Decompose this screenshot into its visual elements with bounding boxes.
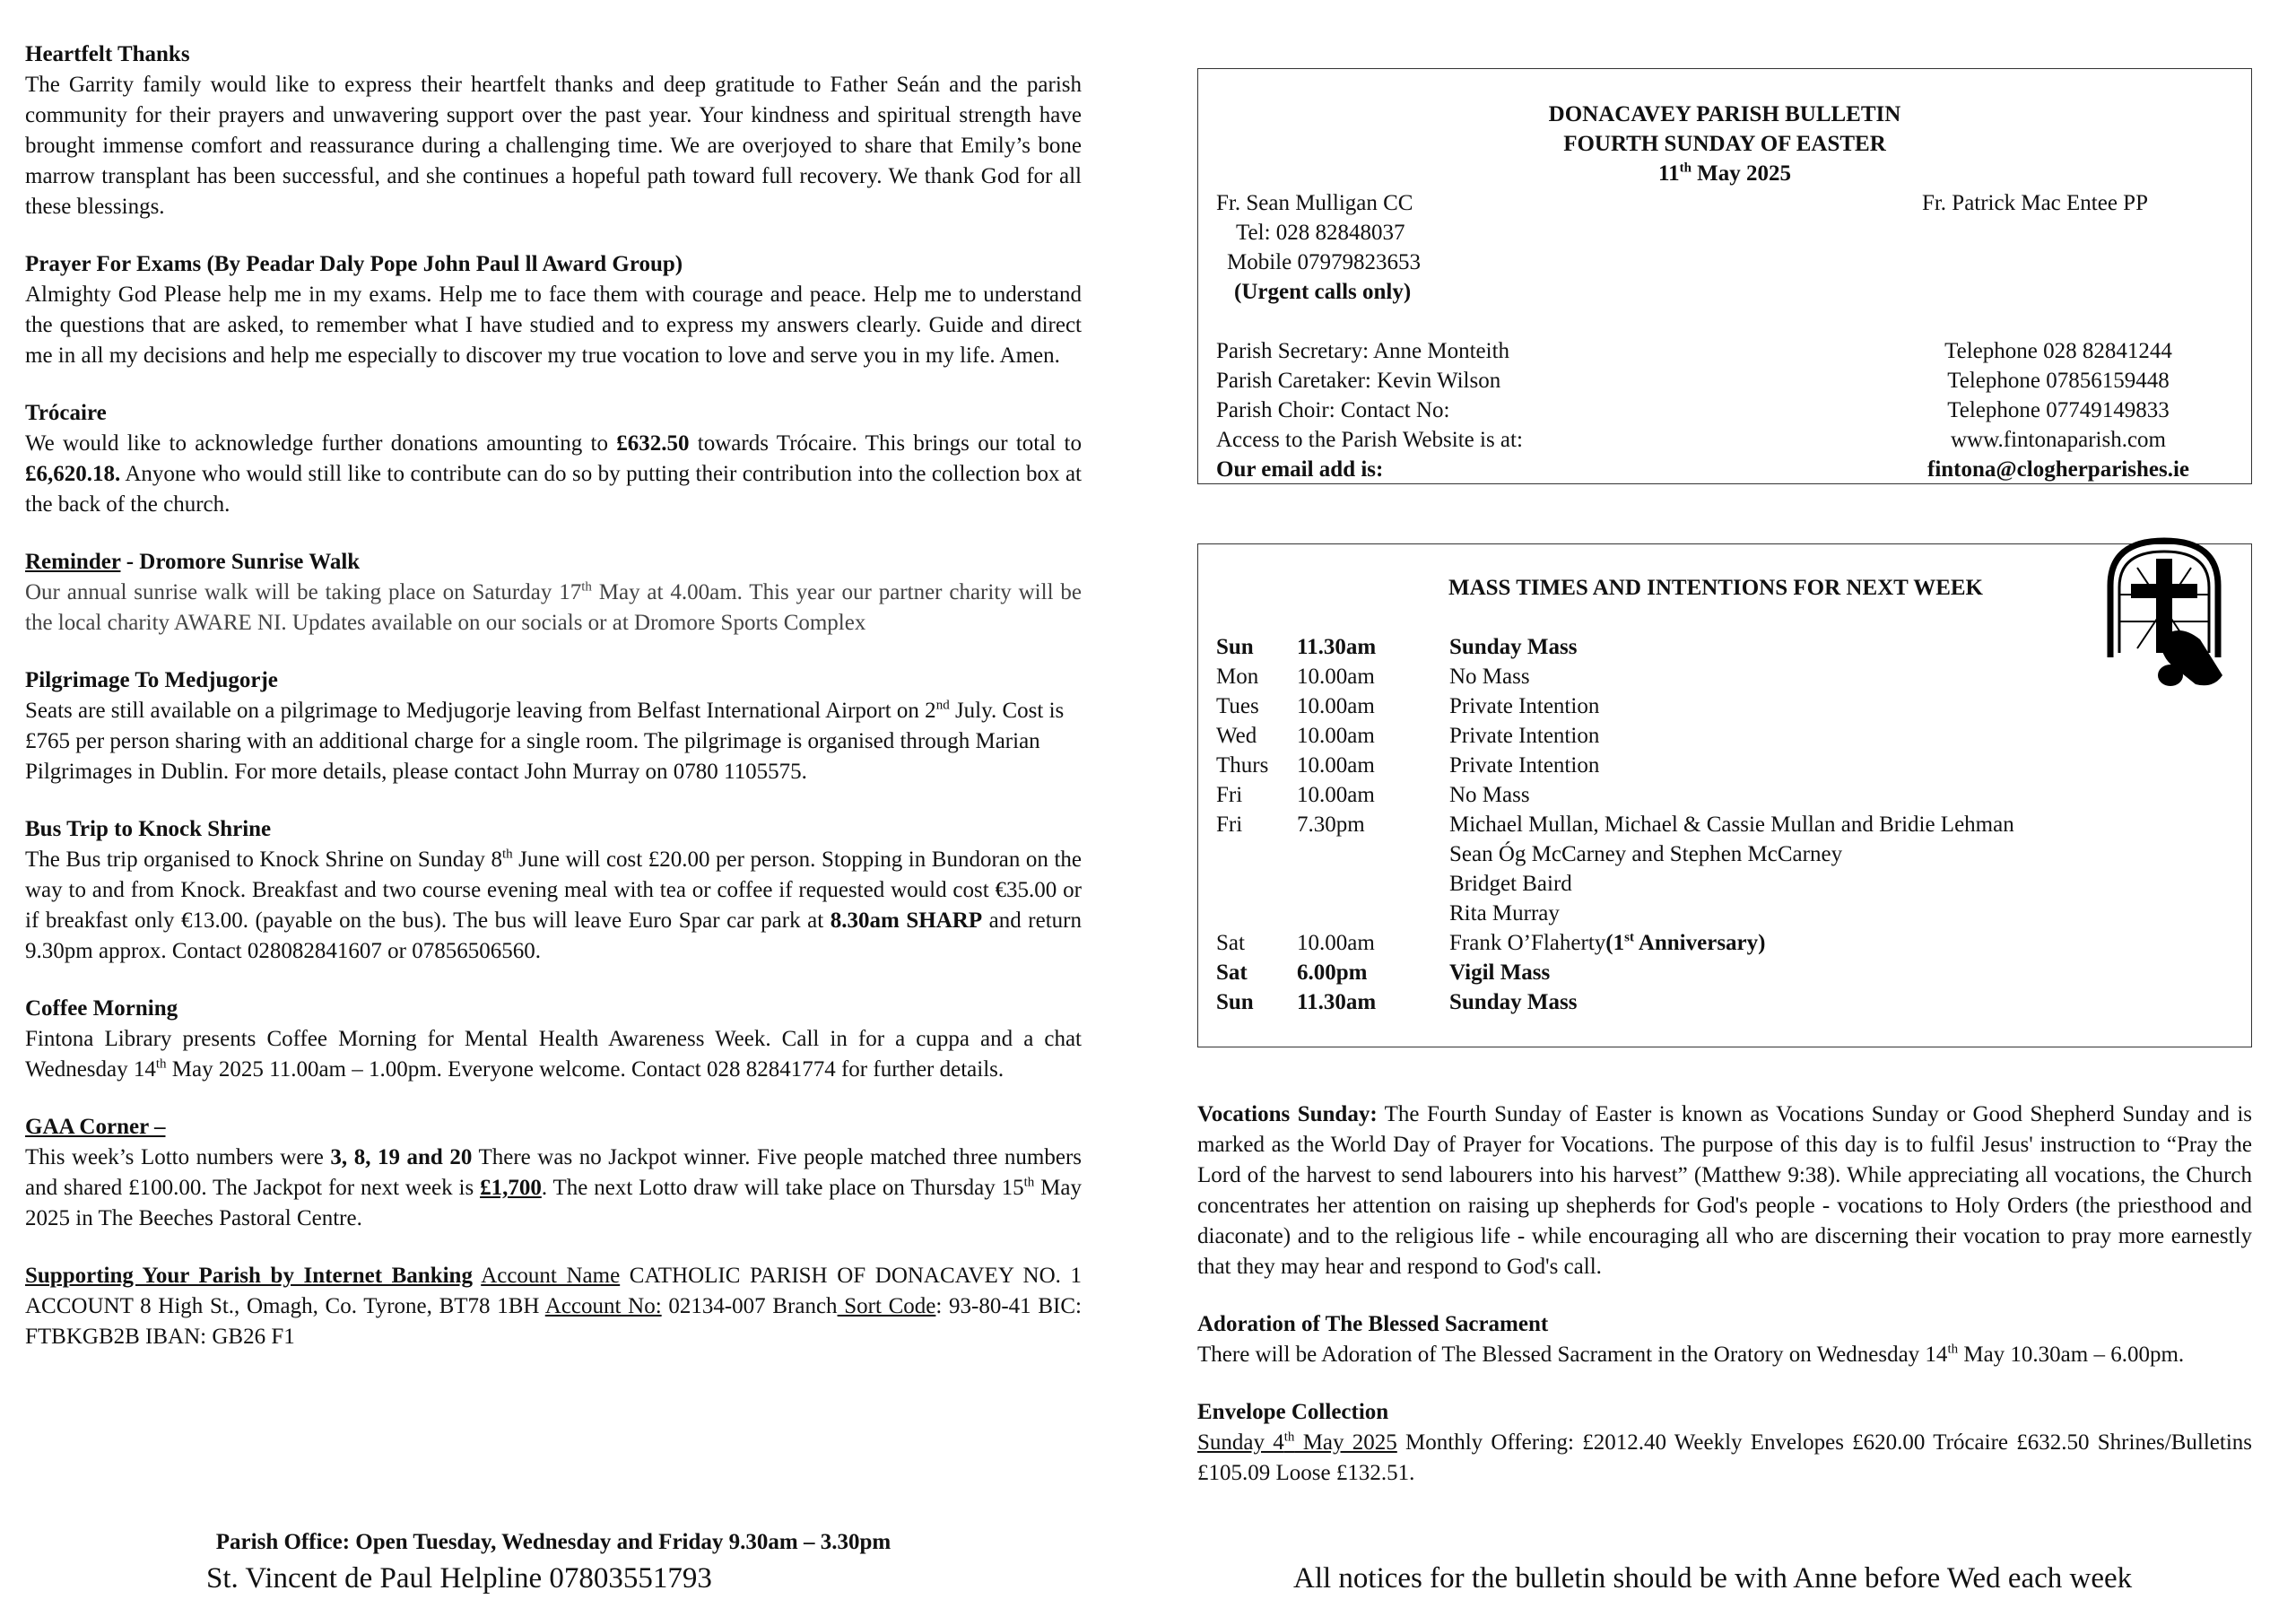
section-title: Bus Trip to Knock Shrine <box>25 817 272 841</box>
section-title: Adoration of The Blessed Sacrament <box>1197 1312 1549 1336</box>
contact-value: Telephone 07749149833 <box>1947 398 2170 422</box>
contact-row <box>1216 336 2233 366</box>
section-text: Almighty God Please help me in my exams. Help me to face them with courage and peace. Help me to understand the questions that are asked, to remember what I have studied and to express my answers clearly. Guide and direct me in all my decisions and help me especially to discover my true vocation to love and serve you in my life. Amen. <box>25 282 1082 368</box>
section-text: Seats are still available on a pilgrimage to Medjugorje leaving from Belfast International Airport on 2nd July. Cost is £765 per person sharing with an additional charge for a single room. The pilgrimage is organised through Marian Pilgrimages in Dublin. For more details, please contact John Murray on 0780 1105575. <box>25 698 1065 784</box>
prayer-section <box>25 249 1082 371</box>
mass-day: Wed <box>1216 724 1257 748</box>
section-text: Our annual sunrise walk will be taking place on Saturday 17th May at 4.00am. This year our partner charity will be the local charity AWARE NI. Updates available on our socials or at Dromore Sports Complex <box>25 579 1082 635</box>
mass-row <box>1216 987 2233 1017</box>
mass-intention: Sunday Mass <box>1449 635 1578 659</box>
mass-row <box>1216 780 2233 810</box>
mass-day <box>1216 839 1297 869</box>
contact-value: Telephone 07856159448 <box>1947 369 2170 393</box>
mass-row <box>1216 662 2233 691</box>
coffee-section <box>25 994 1082 1085</box>
mass-time: 10.00am <box>1297 694 1375 718</box>
bulletin-notices-note: All notices for the bulletin should be with Anne before Wed each week <box>1293 1562 2133 1595</box>
mass-intention: Frank O’Flaherty <box>1449 931 1606 955</box>
mass-times-box <box>1197 543 2252 1047</box>
section-title: GAA Corner – <box>25 1115 166 1139</box>
section-title: Reminder - Dromore Sunrise Walk <box>25 550 361 574</box>
pilgrimage-section <box>25 665 1082 787</box>
mass-title: MASS TIMES AND INTENTIONS FOR NEXT WEEK <box>1448 576 1983 600</box>
mass-time <box>1297 839 1449 869</box>
section-text: There will be Adoration of The Blessed Sacrament in the Oratory on Wednesday 14th May 10.30am – 6.00pm. <box>1197 1342 2185 1367</box>
mass-day: Fri <box>1216 783 1243 807</box>
mass-intention: Bridget Baird <box>1449 872 1572 896</box>
contact-label: Parish Caretaker: Kevin Wilson <box>1216 369 1501 393</box>
mass-intention: Sean Óg McCarney and Stephen McCarney <box>1449 842 1843 866</box>
contact-value: Telephone 028 82841244 <box>1944 339 2172 363</box>
mass-intention: Private Intention <box>1449 694 1600 718</box>
svp-helpline: St. Vincent de Paul Helpline 07803551793 <box>206 1562 712 1595</box>
anniversary-note: (1st Anniversary) <box>1605 930 1766 955</box>
priest-mobile: Mobile 07979823653 <box>1227 250 1421 274</box>
contact-label: Our email add is: <box>1216 457 1384 482</box>
mass-row <box>1216 899 2233 928</box>
bus-section <box>25 814 1082 967</box>
priest-parish: Fr. Patrick Mac Entee PP <box>1921 191 2148 215</box>
mass-time: 7.30pm <box>1297 813 1365 837</box>
mass-row <box>1216 958 2233 987</box>
praying-hands-cross-icon <box>2097 532 2231 693</box>
mass-day: Sat <box>1216 931 1245 955</box>
envelope-section <box>1197 1397 2252 1489</box>
contact-label: Parish Secretary: Anne Monteith <box>1216 339 1510 363</box>
mass-row <box>1216 810 2233 839</box>
mass-row <box>1216 751 2233 780</box>
section-title: Pilgrimage To Medjugorje <box>25 668 278 692</box>
mass-day: Thurs <box>1216 753 1269 778</box>
mass-day: Mon <box>1216 665 1259 689</box>
bulletin-date: 11th May 2025 <box>1657 161 1792 186</box>
vocations-section <box>1197 1099 2252 1282</box>
section-text: Supporting Your Parish by Internet Banking Account Name CATHOLIC PARISH OF DONACAVEY NO. 1 ACCOUNT 8 High St., Omagh, Co. Tyrone, BT78 1BH Account No: 02134-007 Branch Sort Code: 93-80-41 BIC: FTBKGB2B IBAN: GB26 F1 <box>25 1264 1083 1349</box>
mass-day: Sat <box>1216 960 1248 985</box>
heartfelt-section <box>25 39 1082 222</box>
mass-row <box>1216 928 2233 958</box>
section-title: Prayer For Exams (By Peadar Daly Pope John Paul ll Award Group) <box>25 252 683 276</box>
mass-day: Tues <box>1216 694 1259 718</box>
contact-value: www.fintonaparish.com <box>1951 428 2166 452</box>
section-text: We would like to acknowledge further donations amounting to £632.50 towards Trócaire. This brings our total to £6,620.18. Anyone who would still like to contribute can do so by putting their contribution into the collection box at the back of the church. <box>25 431 1082 517</box>
mass-time: 10.00am <box>1297 665 1375 689</box>
section-text: The Bus trip organised to Knock Shrine on Sunday 8th June will cost £20.00 per person. Stopping in Bundoran on the way to and from Knock. Breakfast and two course evening meal with tea or coffee if requested would cost €35.00 or if breakfast only €13.00. (payable on the bus). The bus will leave Euro Spar car park at 8.30am SHARP and return 9.30pm approx. Contact 028082841607 or 07856506560. <box>25 847 1082 963</box>
urgent-note: (Urgent calls only) <box>1234 280 1412 304</box>
mass-time: 11.30am <box>1297 990 1377 1014</box>
mass-schedule <box>1216 632 2233 1017</box>
contact-row <box>1216 455 2233 484</box>
reminder-section <box>25 547 1082 639</box>
bulletin-header-box <box>1197 68 2252 484</box>
gaa-section <box>25 1112 1082 1234</box>
section-title: Envelope Collection <box>1197 1400 1389 1424</box>
mass-intention: Michael Mullan, Michael & Cassie Mullan and Bridie Lehman <box>1449 813 2014 837</box>
contact-label: Parish Choir: Contact No: <box>1216 398 1450 422</box>
contact-row <box>1216 425 2233 455</box>
mass-row <box>1216 691 2233 721</box>
section-text: Fintona Library presents Coffee Morning for Mental Health Awareness Week. Call in for a cuppa and a chat Wednesday 14th May 2025 11.00am – 1.00pm. Everyone welcome. Contact 028 82841774 for further details. <box>25 1027 1082 1082</box>
mass-intention: Sunday Mass <box>1449 990 1578 1014</box>
contact-label: Access to the Parish Website is at: <box>1216 428 1523 452</box>
banking-section <box>25 1261 1082 1352</box>
section-text: This week’s Lotto numbers were 3, 8, 19 and 20 There was no Jackpot winner. Five people matched three numbers and shared £100.00. The Jackpot for next week is £1,700. The next Lotto draw will take place on Thursday 15th May 2025 in The Beeches Pastoral Centre. <box>25 1145 1083 1230</box>
mass-intention: No Mass <box>1449 783 1530 807</box>
right-lower-column <box>1197 1099 2252 1516</box>
mass-intention: No Mass <box>1449 665 1530 689</box>
contact-list <box>1216 336 2233 484</box>
mass-intention: Vigil Mass <box>1449 960 1551 985</box>
priest-tel: Tel: 028 82848037 <box>1236 221 1405 245</box>
contact-value: fintona@clogherparishes.ie <box>1927 457 2189 482</box>
section-text: Vocations Sunday: The Fourth Sunday of Easter is known as Vocations Sunday or Good Shepherd Sunday and is marked as the World Day of Prayer for Vocations. The purpose of this day is to fulfil Jesus' instruction to “Pray the Lord of the harvest to send labourers into his harvest” (Matthew 9:38). While appreciating all vocations, the Church concentrates her attention on raising up shepherds for God's people - vocations to Holy Orders (the priesthood and diaconate) and to the religious life - while encouraging all who are discerning their vocation to pray more earnestly that they may hear and respond to God's call. <box>1197 1102 2253 1279</box>
mass-time: 10.00am <box>1297 931 1375 955</box>
contact-row <box>1216 366 2233 395</box>
mass-time <box>1297 869 1449 899</box>
section-text: Sunday 4th May 2025 Monthly Offering: £2012.40 Weekly Envelopes £620.00 Trócaire £632.50 Shrines/Bulletins £105.09 Loose £132.51. <box>1197 1430 2252 1485</box>
priest-curate: Fr. Sean Mulligan CC <box>1216 191 1413 215</box>
trocaire-section <box>25 398 1082 520</box>
mass-intention: Private Intention <box>1449 753 1600 778</box>
left-column <box>25 39 1082 1379</box>
mass-time: 10.00am <box>1297 753 1375 778</box>
mass-day <box>1216 869 1297 899</box>
mass-intention: Rita Murray <box>1449 901 1560 926</box>
section-title: Coffee Morning <box>25 996 178 1021</box>
mass-row <box>1216 632 2233 662</box>
contact-row <box>1216 395 2233 425</box>
mass-row <box>1216 839 2233 869</box>
mass-time: 11.30am <box>1297 635 1377 659</box>
bulletin-title: DONACAVEY PARISH BULLETIN <box>1548 102 1901 126</box>
mass-day: Sun <box>1216 635 1254 659</box>
mass-row <box>1216 721 2233 751</box>
mass-time: 10.00am <box>1297 783 1375 807</box>
mass-day: Fri <box>1216 813 1243 837</box>
parish-office-hours: Parish Office: Open Tuesday, Wednesday and Friday 9.30am – 3.30pm <box>215 1530 891 1554</box>
adoration-section <box>1197 1309 2252 1370</box>
mass-time: 10.00am <box>1297 724 1375 748</box>
section-text: The Garrity family would like to express their heartfelt thanks and deep gratitude to Father Seán and the parish community for their prayers and unwavering support over the past year. Your kindness and spiritual strength have brought immense comfort and reassurance during a challenging time. We are overjoyed to share that Emily’s bone marrow transplant has been successful, and she continues a hopeful path toward full recovery. We thank God for all these blessings. <box>25 73 1082 219</box>
mass-day: Sun <box>1216 990 1254 1014</box>
section-title: Heartfelt Thanks <box>25 42 190 66</box>
mass-intention: Private Intention <box>1449 724 1600 748</box>
mass-time: 6.00pm <box>1297 960 1368 985</box>
section-title: Trócaire <box>25 401 107 425</box>
mass-day <box>1216 899 1297 928</box>
mass-row <box>1216 869 2233 899</box>
bulletin-subtitle: FOURTH SUNDAY OF EASTER <box>1563 132 1886 156</box>
mass-time <box>1297 899 1449 928</box>
